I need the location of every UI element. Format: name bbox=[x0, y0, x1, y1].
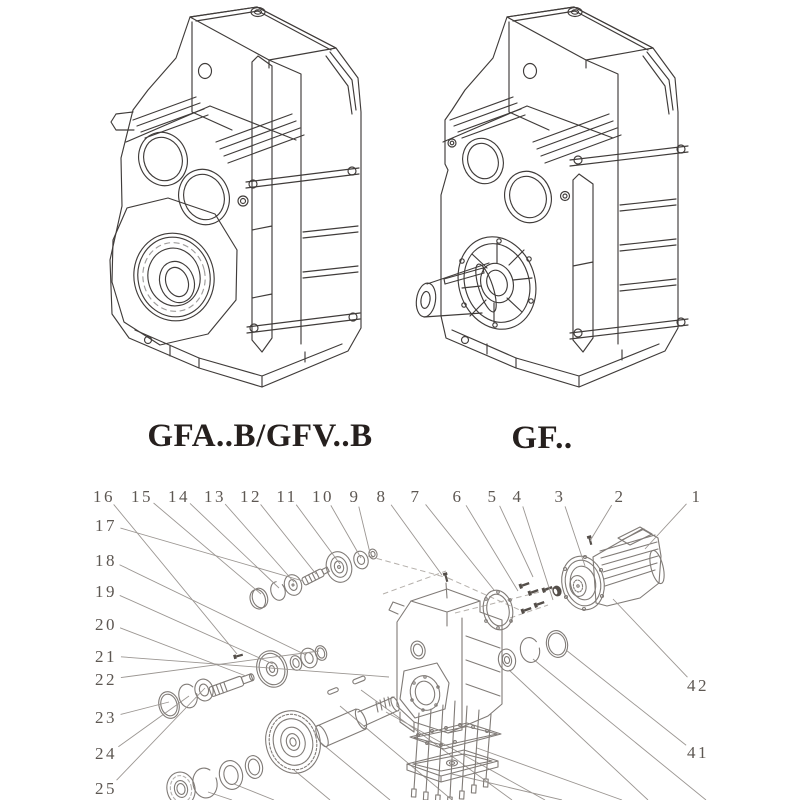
callout-24: 24 bbox=[95, 744, 117, 763]
callout-15: 15 bbox=[131, 487, 153, 506]
callout-6: 6 bbox=[452, 487, 464, 506]
caption-right-model: GF.. bbox=[511, 420, 573, 456]
leader-line-11 bbox=[296, 505, 340, 564]
ball-bearing-small bbox=[352, 549, 371, 570]
flange-spokes bbox=[462, 243, 532, 323]
callout-13: 13 bbox=[204, 487, 226, 506]
collar-ring bbox=[243, 754, 264, 780]
callout-42: 42 bbox=[687, 676, 709, 695]
shield-hole bbox=[524, 64, 537, 79]
leader-line-17 bbox=[120, 528, 303, 581]
leader-line-6 bbox=[466, 505, 518, 591]
input-bores bbox=[131, 125, 248, 231]
output-bearing bbox=[126, 226, 223, 329]
side-ribs bbox=[303, 226, 358, 278]
callout-10: 10 bbox=[312, 487, 334, 506]
exploded-diagram bbox=[93, 487, 709, 800]
leader-line-18 bbox=[120, 565, 306, 655]
terminal-box bbox=[618, 527, 652, 545]
shaft-key-large bbox=[352, 676, 366, 685]
housing-ribs bbox=[466, 636, 500, 696]
pinion-sleeve bbox=[301, 566, 330, 586]
leader-line-5 bbox=[500, 506, 533, 577]
motor bbox=[557, 527, 667, 614]
leader-line-41 bbox=[566, 650, 686, 745]
callout-4: 4 bbox=[512, 487, 524, 506]
gear-housing bbox=[389, 572, 502, 733]
callout-labels bbox=[93, 487, 709, 798]
leader-line-7 bbox=[426, 504, 494, 590]
cooling-ribs-top bbox=[443, 97, 621, 163]
leader-line-20 bbox=[120, 628, 246, 676]
bearing-boss-octagon bbox=[112, 198, 237, 345]
callout-18: 18 bbox=[95, 551, 117, 570]
seal-ring bbox=[247, 586, 270, 611]
output-shaft bbox=[414, 262, 500, 318]
dome-chamfer bbox=[643, 52, 673, 114]
callout-22: 22 bbox=[95, 670, 117, 689]
input-bores bbox=[448, 133, 570, 230]
motor-end-cap bbox=[647, 549, 667, 585]
callout-11: 11 bbox=[276, 487, 298, 506]
base-feet bbox=[135, 330, 342, 387]
leader-line-42 bbox=[613, 599, 687, 677]
front-flange-bar bbox=[252, 56, 272, 352]
callout-14: 14 bbox=[168, 487, 190, 506]
gasket bbox=[410, 723, 501, 749]
front-flange-bar bbox=[573, 174, 593, 352]
motor-fins bbox=[600, 535, 658, 586]
housing-bolt bbox=[443, 572, 450, 582]
callout-7: 7 bbox=[410, 487, 422, 506]
top-mounting-plate bbox=[507, 7, 653, 68]
callout-2: 2 bbox=[614, 487, 626, 506]
callout-41: 41 bbox=[687, 743, 709, 762]
leader-line-15 bbox=[154, 503, 261, 594]
callout-19: 19 bbox=[95, 582, 117, 601]
callout-5: 5 bbox=[487, 487, 499, 506]
leader-line-10 bbox=[331, 505, 361, 558]
callout-25: 25 bbox=[95, 779, 117, 798]
motor-side-bearing bbox=[496, 647, 517, 672]
base-feet bbox=[452, 330, 659, 387]
motor-side-circlip bbox=[518, 636, 542, 664]
callout-20: 20 bbox=[95, 615, 117, 634]
cooling-ribs-top bbox=[126, 97, 304, 163]
callout-9: 9 bbox=[349, 487, 361, 506]
leader-line-16 bbox=[114, 504, 237, 654]
dome-chamfer bbox=[326, 52, 356, 114]
housing-silhouette bbox=[110, 7, 361, 387]
set-bolt bbox=[233, 653, 243, 660]
leader-line-22 bbox=[121, 651, 319, 678]
coupling-roller bbox=[551, 584, 563, 597]
leader-line-1 bbox=[645, 504, 686, 549]
rear-shield-plate bbox=[509, 22, 549, 130]
torque-arm-bars bbox=[246, 167, 360, 333]
gearbox-drawing-hollow-shaft bbox=[110, 7, 361, 387]
torque-arm-bars bbox=[570, 145, 688, 339]
rear-shield-plate bbox=[192, 22, 232, 130]
motor-side-ring bbox=[544, 629, 570, 660]
leader-line-2 bbox=[590, 505, 612, 541]
shield-hole bbox=[199, 64, 212, 79]
callout-17: 17 bbox=[95, 516, 117, 535]
leader-line-4 bbox=[523, 506, 553, 600]
caption-left-model: GFA..B/GFV..B bbox=[147, 418, 373, 454]
ball-bearing bbox=[192, 677, 215, 703]
leader-line-24 bbox=[118, 696, 189, 747]
input-bore bbox=[409, 639, 427, 660]
output-gear bbox=[259, 705, 327, 780]
callout-23: 23 bbox=[95, 708, 117, 727]
callout-21: 21 bbox=[95, 647, 117, 666]
callout-1: 1 bbox=[691, 487, 703, 506]
leader-line-12 bbox=[261, 504, 316, 574]
callout-16: 16 bbox=[93, 487, 115, 506]
input-shaft-parts bbox=[247, 548, 378, 611]
output-flange-wheel bbox=[446, 227, 547, 340]
output-shaft-cylinder bbox=[313, 696, 401, 748]
body-edge bbox=[586, 60, 618, 344]
spacer-ring bbox=[313, 644, 328, 662]
pinion-shaft bbox=[209, 672, 256, 697]
adapter-parts bbox=[480, 587, 570, 672]
callout-8: 8 bbox=[376, 487, 388, 506]
leader-line-19 bbox=[120, 595, 273, 664]
pan-bolts bbox=[411, 779, 488, 800]
callout-3: 3 bbox=[554, 487, 566, 506]
leader-line-9 bbox=[359, 507, 370, 553]
top-mounting-plate bbox=[190, 7, 336, 68]
leader-line-13 bbox=[225, 504, 294, 582]
body-edge bbox=[269, 60, 301, 344]
fastener-bolts bbox=[518, 581, 563, 614]
housing-ear bbox=[389, 602, 404, 614]
side-ribs bbox=[620, 199, 676, 291]
hollow-shaft-bore bbox=[154, 256, 200, 307]
callout-12: 12 bbox=[240, 487, 262, 506]
shaft-key-small bbox=[327, 687, 339, 695]
gearbox-drawing-solid-shaft bbox=[414, 7, 688, 387]
